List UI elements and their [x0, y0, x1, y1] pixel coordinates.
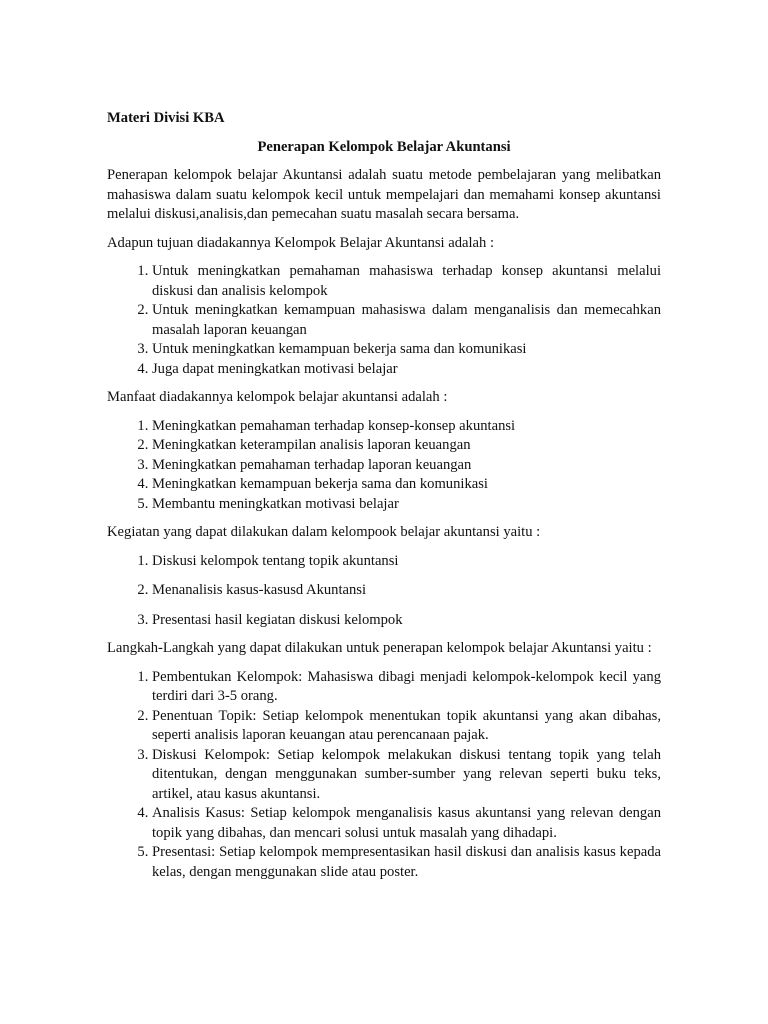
langkah-lead: Langkah-Langkah yang dapat dilakukan untuk penerapan kelompok belajar Akuntansi yaitu : [107, 640, 652, 656]
tujuan-lead: Adapun tujuan diadakannya Kelompok Belajar Akuntansi adalah : [107, 234, 495, 251]
document-heading: Materi Divisi KBA [107, 110, 225, 126]
list-item: 3. Presentasi hasil kegiatan diskusi kelompok [152, 611, 661, 631]
list-item: 5. Presentasi: Setiap kelompok mempresentasikan hasil diskusi dan analisis kasus kepada kelas, dengan menggunakan slide atau poster. [152, 843, 661, 882]
document-page [107, 109, 661, 891]
list-item: 1. Untuk meningkatkan pemahaman mahasiswa terhadap konsep akuntansi melalui diskusi dan analisis kelompok [152, 262, 661, 301]
manfaat-list [107, 417, 661, 515]
list-item: 5. Membantu meningkatkan motivasi belajar [152, 495, 661, 515]
list-item: 2. Penentuan Topik: Setiap kelompok menentukan topik akuntansi yang akan dibahas, seperti analisis laporan keuangan atau perencanaan pajak. [152, 707, 661, 746]
kegiatan-list [107, 552, 661, 631]
kegiatan-lead: Kegiatan yang dapat dilakukan dalam kelompook belajar akuntansi yaitu : [107, 524, 541, 540]
langkah-list [107, 668, 661, 883]
list-item: 1. Diskusi kelompok tentang topik akuntansi [152, 552, 661, 572]
list-item: 4. Analisis Kasus: Setiap kelompok menganalisis kasus akuntansi yang relevan dengan topik yang dibahas, dan mencari solusi untuk masalah yang dihadapi. [152, 804, 661, 843]
list-item: 3. Meningkatkan pemahaman terhadap laporan keuangan [152, 456, 661, 476]
list-item: 2. Untuk meningkatkan kemampuan mahasiswa dalam menganalisis dan memecahkan masalah laporan keuangan [152, 301, 661, 340]
intro-paragraph: Penerapan kelompok belajar Akuntansi adalah suatu metode pembelajaran yang melibatkan mahasiswa dalam suatu kelompok kecil untuk mempelajari dan memahami konsep akuntansi melalui diskusi,analisis,dan pemecahan suatu masalah secara bersama. [107, 167, 661, 222]
manfaat-lead: Manfaat diadakannya kelompok belajar akuntansi adalah : [107, 389, 448, 405]
list-item: 3. Untuk meningkatkan kemampuan bekerja sama dan komunikasi [152, 340, 661, 360]
list-item: 4. Meningkatkan kemampuan bekerja sama dan komunikasi [152, 475, 661, 495]
list-item: 4. Juga dapat meningkatkan motivasi belajar [152, 360, 661, 380]
tujuan-list [107, 262, 661, 379]
list-item: 1. Meningkatkan pemahaman terhadap konsep-konsep akuntansi [152, 417, 661, 437]
list-item: 2. Meningkatkan keterampilan analisis laporan keuangan [152, 436, 661, 456]
list-item: 3. Diskusi Kelompok: Setiap kelompok melakukan diskusi tentang topik yang telah ditentukan, dengan menggunakan sumber-sumber yang relevan seperti buku teks, artikel, atau kasus akuntansi. [152, 746, 661, 805]
list-item: 2. Menanalisis kasus-kasusd Akuntansi [152, 581, 661, 601]
list-item: 1. Pembentukan Kelompok: Mahasiswa dibagi menjadi kelompok-kelompok kecil yang terdiri dari 3-5 orang. [152, 668, 661, 707]
document-title: Penerapan Kelompok Belajar Akuntansi [257, 138, 511, 155]
